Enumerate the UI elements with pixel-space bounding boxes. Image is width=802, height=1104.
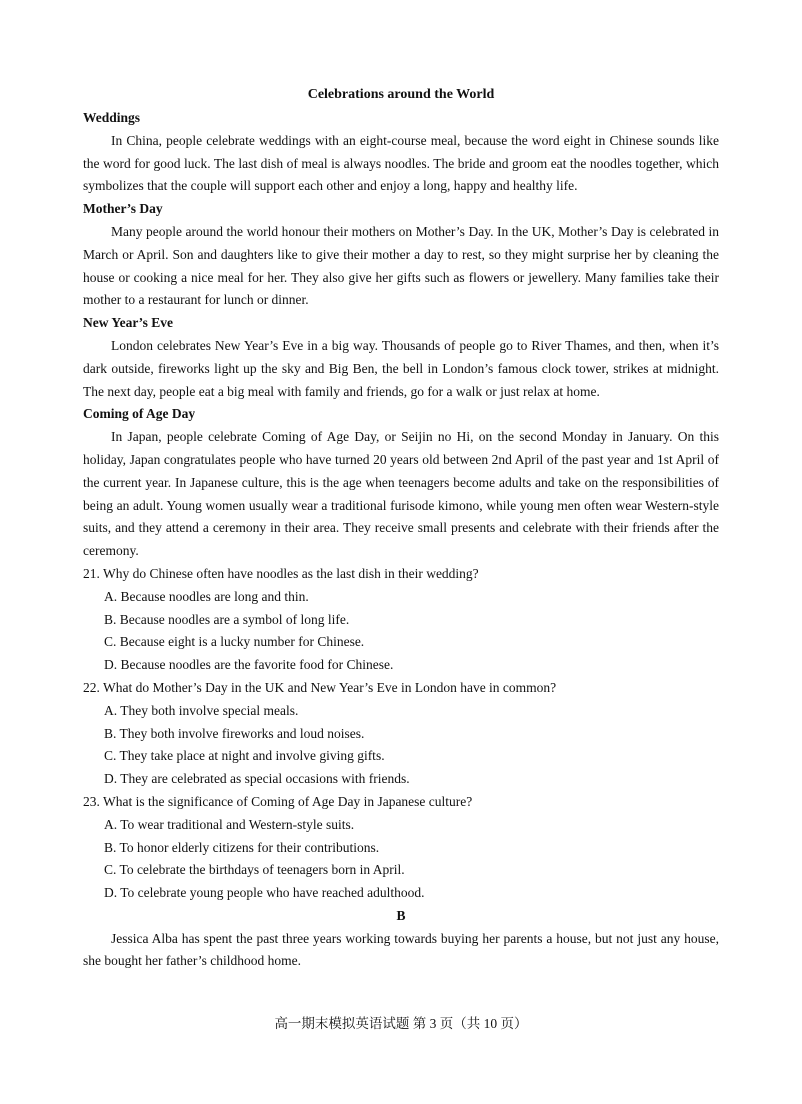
- section-mothers-day: [83, 198, 719, 312]
- question-text: 21. Why do Chinese often have noodles as the last dish in their wedding?: [83, 565, 479, 581]
- option-b: B. Because noodles are a symbol of long life.: [104, 611, 350, 627]
- option-b: B. To honor elderly citizens for their contributions.: [104, 839, 380, 855]
- section-text: In Japan, people celebrate Coming of Age Day, or Seijin no Hi, on the second Monday in January. On this holiday, Japan congratulates people who have turned 20 years old between 2nd April of the past year and 1st April of the current year. In Japanese culture, this is the age when teenagers become adults and take on the responsibilities of being an adult. Young women usually wear a traditional furisode kimono, while young men often wear Western-style suits, and they attend a ceremony in their area. They receive small presents and celebrate with their friends after the ceremony.: [83, 429, 719, 559]
- passage-title: Celebrations around the World: [307, 87, 495, 102]
- question-22: [83, 677, 719, 791]
- option-a: A. They both involve special meals.: [104, 702, 299, 718]
- page-footer: 高一期末模拟英语试题 第 3 页（共 10 页）: [274, 1016, 528, 1031]
- option-b: B. They both involve fireworks and loud noises.: [104, 725, 365, 741]
- section-heading: Weddings: [83, 110, 141, 125]
- option-c: C. To celebrate the birthdays of teenagers born in April.: [104, 862, 405, 878]
- question-23: [83, 791, 719, 905]
- option-c: C. They take place at night and involve giving gifts.: [104, 748, 385, 764]
- option-d: D. They are celebrated as special occasions with friends.: [104, 771, 410, 787]
- section-heading: Mother’s Day: [83, 201, 163, 217]
- question-21: [83, 563, 719, 677]
- section-coming-of-age-day: [83, 403, 719, 563]
- section-text: London celebrates New Year’s Eve in a big way. Thousands of people go to River Thames, and then, when it’s dark outside, fireworks light up the sky and Big Ben, the bell in London’s famous clock tower, strikes at midnight. The next day, people eat a big meal with family and friends, go for a walk or just relax at home.: [83, 337, 719, 399]
- section-weddings: [83, 107, 719, 198]
- option-d: D. Because noodles are the favorite food for Chinese.: [104, 657, 394, 673]
- passage-body: [83, 107, 719, 973]
- section-new-years-eve: [83, 312, 719, 403]
- question-text: 23. What is the significance of Coming of Age Day in Japanese culture?: [83, 793, 473, 809]
- section-heading: Coming of Age Day: [83, 406, 196, 422]
- part-b-label: B: [396, 907, 406, 923]
- part-b: [83, 905, 719, 973]
- part-b-text: Jessica Alba has spent the past three years working towards buying her parents a house, but not just any house, she bought her father’s childhood home.: [83, 930, 719, 969]
- option-c: C. Because eight is a lucky number for Chinese.: [104, 634, 365, 650]
- section-heading: New Year’s Eve: [83, 315, 173, 331]
- option-a: A. Because noodles are long and thin.: [104, 588, 309, 604]
- section-text: Many people around the world honour their mothers on Mother’s Day. In the UK, Mother’s Day is celebrated in March or April. Son and daughters like to give their mother a day to rest, so they might surprise her by cleaning the house or cooking a nice meal for her. They also give her gifts such as flowers or jewellery. Many families take their mother to a restaurant for lunch or dinner.: [83, 223, 719, 308]
- option-d: D. To celebrate young people who have reached adulthood.: [104, 885, 425, 901]
- section-text: In China, people celebrate weddings with an eight-course meal, because the word eight in Chinese sounds like the word for good luck. The last dish of meal is always noodles. The bride and groom eat the noodles together, which symbolizes that the couple will support each other and enjoy a long, happy and healthy life.: [83, 132, 719, 194]
- question-text: 22. What do Mother’s Day in the UK and New Year’s Eve in London have in common?: [83, 679, 557, 695]
- option-a: A. To wear traditional and Western-style suits.: [104, 816, 355, 832]
